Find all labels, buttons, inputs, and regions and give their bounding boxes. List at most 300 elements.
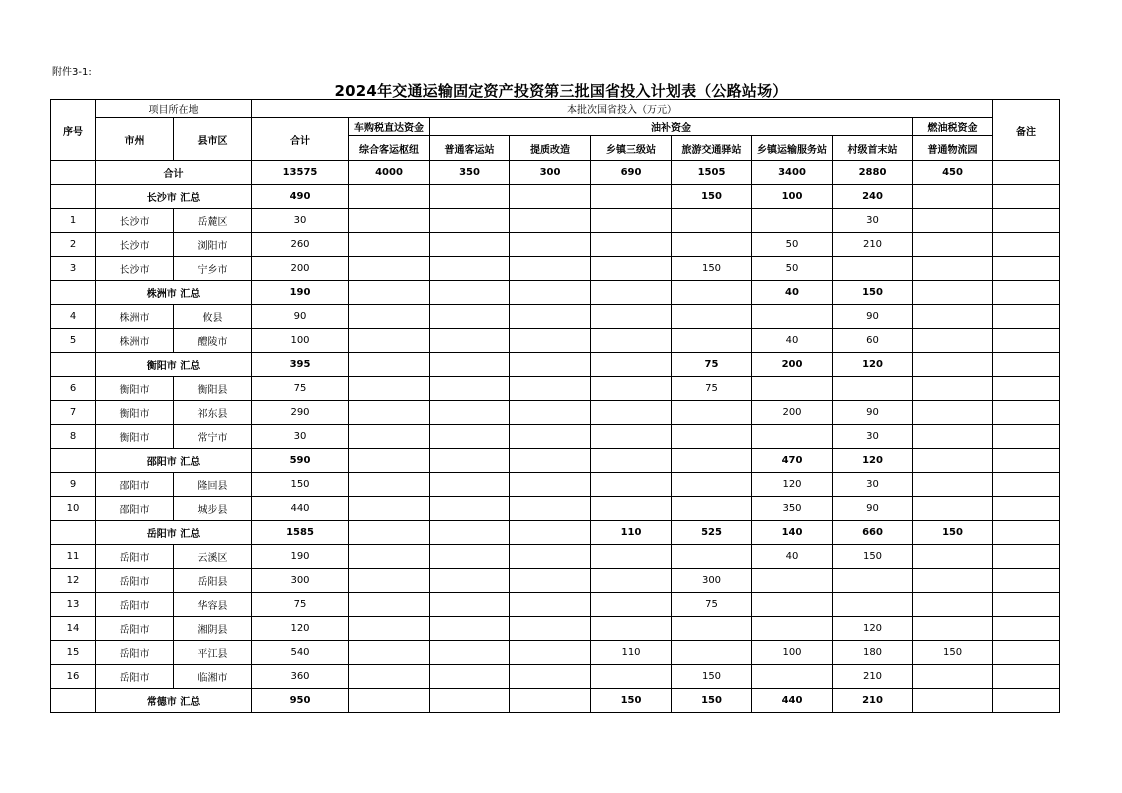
value-cell: 120 [833,617,913,641]
value-cell [349,521,430,545]
county-cell: 平江县 [174,641,252,665]
value-cell [430,689,510,713]
value-cell: 30 [833,209,913,233]
value-cell [510,305,591,329]
value-cell [833,569,913,593]
subtotal-row [51,449,1060,473]
total-cell: 300 [252,569,349,593]
remark-cell [993,377,1060,401]
value-cell [510,353,591,377]
value-cell [672,401,752,425]
value-cell [510,497,591,521]
value-cell: 150 [913,521,993,545]
value-cell [752,209,833,233]
seq-cell: 10 [51,497,96,521]
value-cell: 40 [752,545,833,569]
county-cell: 临湘市 [174,665,252,689]
value-cell [430,209,510,233]
remark-cell [993,497,1060,521]
total-cell: 260 [252,233,349,257]
city-cell: 邵阳市 [96,497,174,521]
subtotal-row [51,281,1060,305]
value-cell: 180 [833,641,913,665]
seq-cell: 8 [51,425,96,449]
grand-total-cell: 4000 [349,161,430,185]
value-cell [591,545,672,569]
value-cell [913,569,993,593]
value-cell: 440 [752,689,833,713]
value-cell [591,473,672,497]
value-cell [672,329,752,353]
value-cell [672,617,752,641]
total-cell: 440 [252,497,349,521]
header-seq: 序号 [51,100,96,161]
subtotal-row [51,185,1060,209]
value-cell [349,305,430,329]
value-cell [430,545,510,569]
county-cell: 浏阳市 [174,233,252,257]
value-cell [591,281,672,305]
header-col: 普通物流园 [913,136,993,161]
city-cell: 长沙市 [96,233,174,257]
remark-cell [993,329,1060,353]
value-cell [591,449,672,473]
total-cell: 950 [252,689,349,713]
value-cell [591,233,672,257]
remark-cell [993,689,1060,713]
county-cell: 湘阴县 [174,617,252,641]
subtotal-label: 邵阳市 汇总 [96,449,252,473]
city-cell: 长沙市 [96,257,174,281]
table-row [51,305,1060,329]
total-cell: 590 [252,449,349,473]
value-cell [349,641,430,665]
value-cell: 150 [672,689,752,713]
value-cell [913,449,993,473]
header-location: 项目所在地 [96,100,252,118]
city-cell: 岳阳市 [96,641,174,665]
value-cell [672,281,752,305]
value-cell [510,377,591,401]
grand-total-cell: 450 [913,161,993,185]
value-cell [591,257,672,281]
county-cell: 宁乡市 [174,257,252,281]
value-cell [672,209,752,233]
value-cell [430,569,510,593]
remark-cell [993,401,1060,425]
seq-cell: 2 [51,233,96,257]
subtotal-label: 长沙市 汇总 [96,185,252,209]
value-cell: 30 [833,425,913,449]
county-cell: 攸县 [174,305,252,329]
table-row [51,209,1060,233]
remark-cell [993,185,1060,209]
value-cell [430,329,510,353]
value-cell: 60 [833,329,913,353]
value-cell [591,401,672,425]
seq-cell: 3 [51,257,96,281]
total-cell: 75 [252,593,349,617]
seq-cell: 12 [51,569,96,593]
total-cell: 30 [252,209,349,233]
value-cell [672,497,752,521]
value-cell: 100 [752,185,833,209]
value-cell [833,257,913,281]
table-row [51,569,1060,593]
header-col: 旅游交通驿站 [672,136,752,161]
header-col: 综合客运枢纽 [349,136,430,161]
value-cell [591,497,672,521]
total-cell: 120 [252,617,349,641]
value-cell [349,401,430,425]
table-row [51,665,1060,689]
value-cell [591,209,672,233]
value-cell [510,329,591,353]
header-remark: 备注 [993,100,1060,161]
total-cell: 395 [252,353,349,377]
seq-cell: 1 [51,209,96,233]
value-cell [430,353,510,377]
value-cell [510,689,591,713]
value-cell: 110 [591,521,672,545]
value-cell [913,185,993,209]
city-cell: 衡阳市 [96,425,174,449]
value-cell: 200 [752,353,833,377]
value-cell [430,665,510,689]
header-county: 县市区 [174,118,252,161]
value-cell [430,641,510,665]
value-cell [672,305,752,329]
value-cell [591,329,672,353]
city-cell: 长沙市 [96,209,174,233]
value-cell [430,521,510,545]
county-cell: 常宁市 [174,425,252,449]
value-cell [752,425,833,449]
value-cell [833,593,913,617]
value-cell [591,617,672,641]
value-cell: 40 [752,329,833,353]
value-cell: 350 [752,497,833,521]
value-cell [349,473,430,497]
value-cell: 90 [833,401,913,425]
value-cell [913,497,993,521]
value-cell: 210 [833,233,913,257]
county-cell: 岳麓区 [174,209,252,233]
city-cell: 衡阳市 [96,401,174,425]
value-cell [430,305,510,329]
city-cell: 岳阳市 [96,665,174,689]
value-cell [430,497,510,521]
seq-cell: 15 [51,641,96,665]
grand-total-cell: 3400 [752,161,833,185]
value-cell [349,449,430,473]
value-cell [430,617,510,641]
value-cell [591,353,672,377]
value-cell [510,641,591,665]
value-cell [591,569,672,593]
remark-cell [993,209,1060,233]
remark-cell [993,593,1060,617]
value-cell [510,545,591,569]
value-cell [349,329,430,353]
table-row [51,401,1060,425]
seq-cell [51,185,96,209]
value-cell: 30 [833,473,913,497]
value-cell [349,497,430,521]
table-row [51,617,1060,641]
seq-cell: 11 [51,545,96,569]
remark-cell [993,353,1060,377]
total-cell: 30 [252,425,349,449]
value-cell: 470 [752,449,833,473]
value-cell: 40 [752,281,833,305]
seq-cell: 13 [51,593,96,617]
table-row [51,641,1060,665]
county-cell: 华容县 [174,593,252,617]
value-cell [591,305,672,329]
subtotal-label: 岳阳市 汇总 [96,521,252,545]
value-cell: 120 [833,449,913,473]
table-row [51,545,1060,569]
total-cell: 190 [252,281,349,305]
value-cell [913,281,993,305]
seq-cell [51,281,96,305]
value-cell [672,449,752,473]
table-row [51,473,1060,497]
remark-cell [993,449,1060,473]
page-title: 2024年交通运输固定资产投资第三批国省投入计划表（公路站场） [334,82,788,100]
value-cell [510,185,591,209]
value-cell [349,569,430,593]
header-col: 乡镇运输服务站 [752,136,833,161]
subtotal-row [51,689,1060,713]
county-cell: 云溪区 [174,545,252,569]
value-cell [430,473,510,497]
subtotal-label: 衡阳市 汇总 [96,353,252,377]
value-cell [349,281,430,305]
value-cell [913,209,993,233]
value-cell [430,593,510,617]
subtotal-row [51,521,1060,545]
value-cell [349,209,430,233]
county-cell: 祁东县 [174,401,252,425]
header-col: 普通客运站 [430,136,510,161]
value-cell: 525 [672,521,752,545]
value-cell [672,425,752,449]
value-cell [510,569,591,593]
investment-table [50,99,1060,713]
grand-total-cell: 2880 [833,161,913,185]
value-cell [672,545,752,569]
value-cell [349,233,430,257]
value-cell [430,185,510,209]
value-cell: 660 [833,521,913,545]
value-cell [752,593,833,617]
city-cell: 邵阳市 [96,473,174,497]
value-cell [913,233,993,257]
grand-total-cell: 350 [430,161,510,185]
seq-cell [51,689,96,713]
value-cell [349,353,430,377]
value-cell [510,521,591,545]
city-cell: 岳阳市 [96,545,174,569]
remark-cell [993,521,1060,545]
value-cell [510,473,591,497]
table-row [51,329,1060,353]
value-cell [913,593,993,617]
remark-cell [993,425,1060,449]
header-col: 村级首末站 [833,136,913,161]
value-cell [591,665,672,689]
grand-total-cell: 300 [510,161,591,185]
value-cell [913,353,993,377]
value-cell [510,257,591,281]
grand-total-cell: 690 [591,161,672,185]
subtotal-label: 株洲市 汇总 [96,281,252,305]
value-cell: 300 [672,569,752,593]
grand-total-row [51,161,1060,185]
remark-cell [993,473,1060,497]
seq-cell: 14 [51,617,96,641]
seq-cell [51,449,96,473]
value-cell [913,257,993,281]
value-cell [591,377,672,401]
city-cell: 岳阳市 [96,593,174,617]
total-cell: 200 [252,257,349,281]
total-cell: 190 [252,545,349,569]
remark-cell [993,281,1060,305]
seq-cell: 4 [51,305,96,329]
grand-total-cell: 1505 [672,161,752,185]
value-cell: 100 [752,641,833,665]
value-cell [349,689,430,713]
value-cell: 150 [591,689,672,713]
value-cell [591,593,672,617]
value-cell: 120 [833,353,913,377]
value-cell [672,641,752,665]
value-cell [510,401,591,425]
total-cell: 290 [252,401,349,425]
attachment-label: 附件3-1: [52,67,92,78]
seq-cell: 7 [51,401,96,425]
value-cell: 110 [591,641,672,665]
value-cell: 240 [833,185,913,209]
value-cell: 90 [833,305,913,329]
remark-cell [993,233,1060,257]
value-cell [752,569,833,593]
value-cell [510,449,591,473]
table-row [51,377,1060,401]
value-cell: 150 [913,641,993,665]
value-cell [430,377,510,401]
city-cell: 株洲市 [96,305,174,329]
header-fuel-tax: 燃油税资金 [913,118,993,136]
table-row [51,257,1060,281]
county-cell: 衡阳县 [174,377,252,401]
value-cell [349,545,430,569]
city-cell: 衡阳市 [96,377,174,401]
remark-cell [993,641,1060,665]
seq-cell: 5 [51,329,96,353]
value-cell: 210 [833,665,913,689]
value-cell [672,233,752,257]
value-cell [430,449,510,473]
header-total: 合计 [252,118,349,161]
table-row [51,425,1060,449]
value-cell: 120 [752,473,833,497]
total-cell: 75 [252,377,349,401]
remark-cell [993,257,1060,281]
header-fuel-subsidy: 油补资金 [430,118,913,136]
header-investment: 本批次国省投入（万元） [252,100,993,118]
value-cell [349,257,430,281]
total-cell: 100 [252,329,349,353]
value-cell [913,425,993,449]
city-cell: 岳阳市 [96,569,174,593]
grand-total-value: 13575 [252,161,349,185]
total-cell: 490 [252,185,349,209]
value-cell [752,377,833,401]
value-cell [752,617,833,641]
header-purchase-tax: 车购税直达资金 [349,118,430,136]
value-cell [510,617,591,641]
value-cell [591,425,672,449]
value-cell: 50 [752,233,833,257]
value-cell [913,377,993,401]
table-row [51,233,1060,257]
county-cell: 隆回县 [174,473,252,497]
value-cell [349,425,430,449]
header-col: 乡镇三级站 [591,136,672,161]
value-cell: 140 [752,521,833,545]
value-cell [913,545,993,569]
value-cell [510,665,591,689]
seq-cell: 6 [51,377,96,401]
value-cell [913,401,993,425]
value-cell: 200 [752,401,833,425]
value-cell [752,305,833,329]
county-cell: 城步县 [174,497,252,521]
value-cell [349,617,430,641]
value-cell [510,233,591,257]
value-cell [430,233,510,257]
remark-cell [993,665,1060,689]
value-cell [913,689,993,713]
seq-cell: 16 [51,665,96,689]
value-cell [349,593,430,617]
value-cell [510,281,591,305]
value-cell [349,377,430,401]
table-row [51,497,1060,521]
value-cell [591,185,672,209]
value-cell: 150 [672,665,752,689]
total-cell: 540 [252,641,349,665]
value-cell [510,593,591,617]
value-cell [349,185,430,209]
value-cell [430,257,510,281]
subtotal-row [51,353,1060,377]
remark-cell [993,569,1060,593]
seq-cell [51,353,96,377]
value-cell [430,425,510,449]
value-cell: 75 [672,353,752,377]
value-cell [913,329,993,353]
city-cell: 株洲市 [96,329,174,353]
county-cell: 醴陵市 [174,329,252,353]
remark-cell [993,617,1060,641]
total-cell: 360 [252,665,349,689]
value-cell [349,665,430,689]
